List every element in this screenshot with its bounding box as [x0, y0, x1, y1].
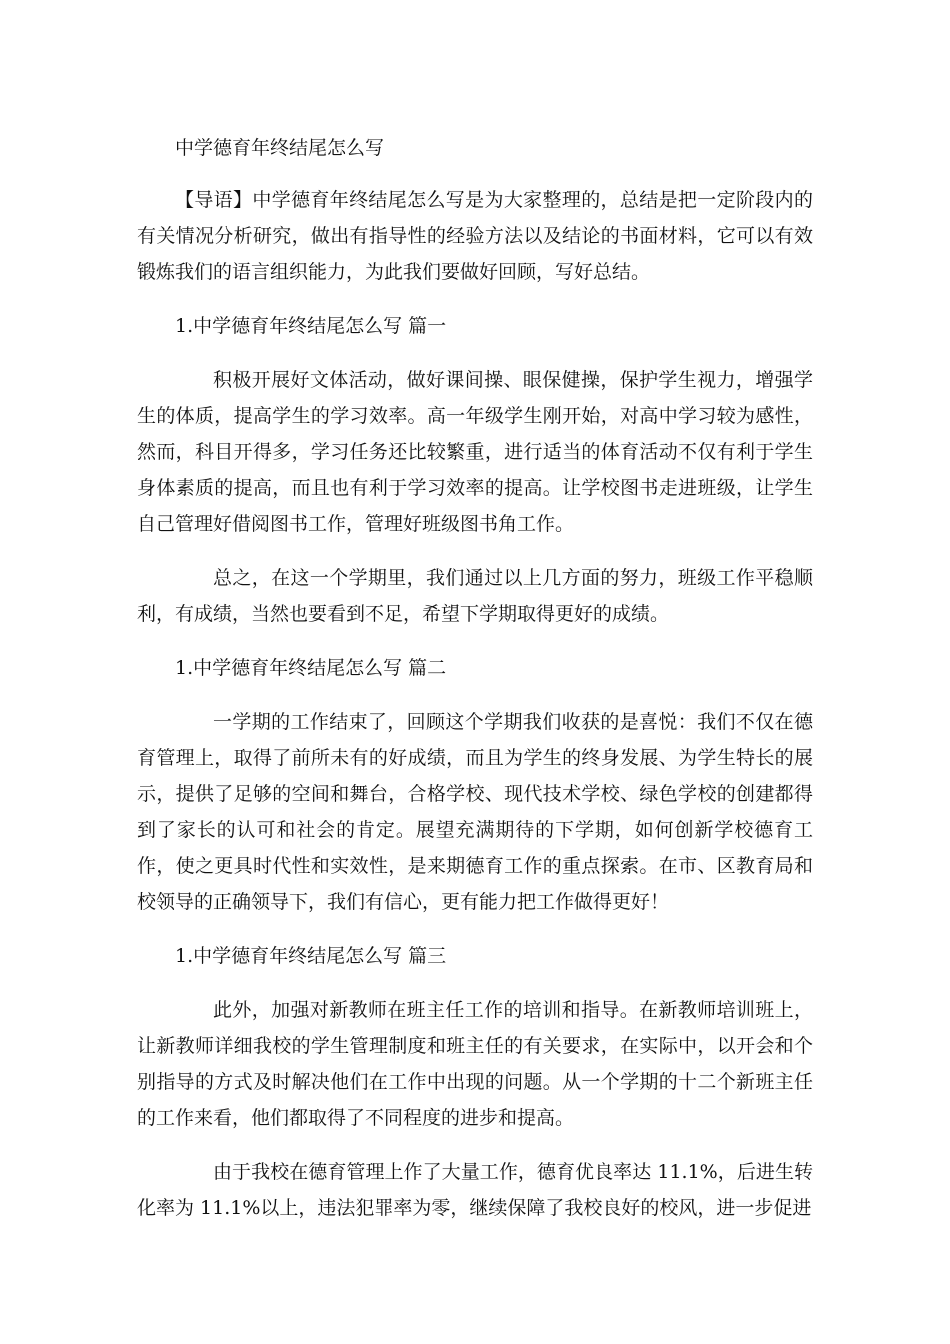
section-1-paragraph-2: 总之，在这一个学期里，我们通过以上几方面的努力，班级工作平稳顺利，有成绩，当然也要看到不足，希望下学期取得更好的成绩。 [137, 567, 813, 625]
section-3-paragraph-1: 此外，加强对新教师在班主任工作的培训和指导。在新教师培训班上，让新教师详细我校的学生管理制度和班主任的有关要求，在实际中，以开会和个别指导的方式及时解决他们在工作中出现的问题。从一个学期的十二个新班主任的工作来看，他们都取得了不同程度的进步和提高。 [137, 999, 813, 1129]
document-title: 中学德育年终结尾怎么写 [175, 137, 385, 159]
section-3-heading: 1.中学德育年终结尾怎么写 篇三 [175, 945, 447, 967]
section-1-paragraph-1: 积极开展好文体活动，做好课间操、眼保健操，保护学生视力，增强学生的体质，提高学生的学习效率。高一年级学生刚开始，对高中学习较为感性，然而，科目开得多，学习任务还比较繁重，进行适当的体育活动不仅有利于学生身体素质的提高，而且也有利于学习效率的提高。让学校图书走进班级，让学生自己管理好借阅图书工作，管理好班级图书角工作。 [137, 369, 813, 535]
section-2-paragraph-1: 一学期的工作结束了，回顾这个学期我们收获的是喜悦：我们不仅在德育管理上，取得了前所未有的好成绩，而且为学生的终身发展、为学生特长的展示，提供了足够的空间和舞台，合格学校、现代技术学校、绿色学校的创建都得到了家长的认可和社会的肯定。展望充满期待的下学期，如何创新学校德育工作，使之更具时代性和实效性，是来期德育工作的重点探索。在市、区教育局和校领导的正确领导下，我们有信心，更有能力把工作做得更好！ [137, 711, 813, 913]
intro-paragraph: 【导语】中学德育年终结尾怎么写是为大家整理的，总结是把一定阶段内的有关情况分析研究，做出有指导性的经验方法以及结论的书面材料，它可以有效锻炼我们的语言组织能力，为此我们要做好回顾，写好总结。 [137, 189, 813, 283]
section-3-paragraph-2: 由于我校在德育管理上作了大量工作，德育优良率达 11.1%，后进生转化率为 11.1%以上，违法犯罪率为零，继续保障了我校良好的校风，进一步促进 [137, 1161, 813, 1219]
section-2-heading: 1.中学德育年终结尾怎么写 篇二 [175, 657, 447, 679]
document-content [137, 130, 813, 1226]
section-1-heading: 1.中学德育年终结尾怎么写 篇一 [175, 315, 447, 337]
